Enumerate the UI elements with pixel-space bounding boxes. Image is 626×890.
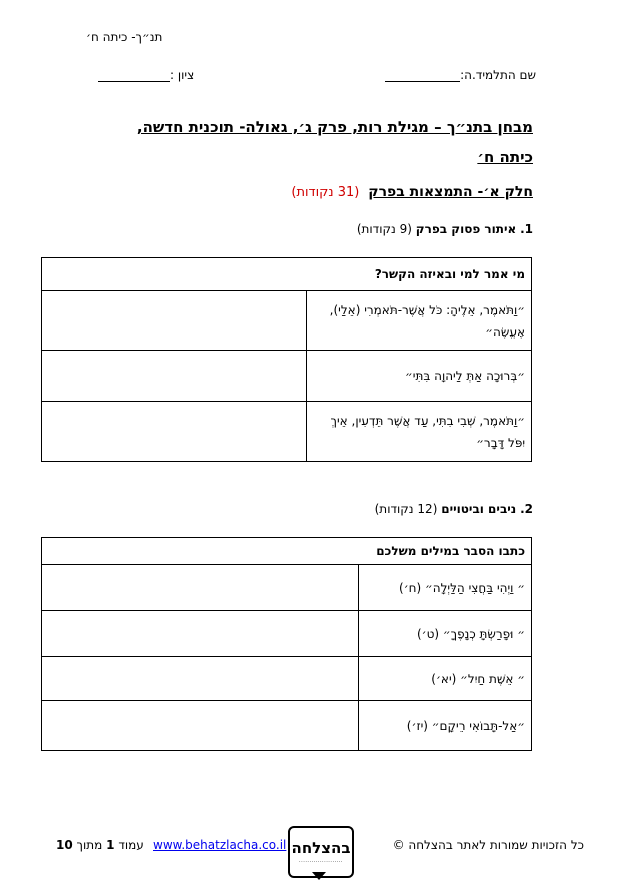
answer-cell[interactable] <box>42 657 359 701</box>
section2-table <box>41 537 532 751</box>
table-row <box>42 291 532 351</box>
section1-number: 1. <box>520 222 533 236</box>
answer-cell[interactable] <box>42 291 307 351</box>
table-row <box>42 657 532 701</box>
table-row <box>42 402 532 462</box>
section2-title: ניבים וביטויים <box>441 502 517 516</box>
grade-blank <box>98 69 170 82</box>
page-prefix: עמוד <box>118 838 144 852</box>
page-of: מתוך <box>76 838 103 852</box>
section1-table <box>41 257 532 462</box>
grade-label: ציון : <box>170 68 195 82</box>
answer-cell[interactable] <box>42 565 359 611</box>
table-row <box>42 611 532 657</box>
quote-cell: ״וַתֹּאמֶר, אֵלֶיהָ: כֹּל אֲשֶׁר-תֹּאמְרִי (אֵלַי), אֶעֱשֶׂה״ <box>307 291 532 351</box>
section2-heading <box>375 502 533 516</box>
quote-cell: ״ אֵשֶׁת חַיִל״ (יא׳) <box>359 657 532 701</box>
answer-cell[interactable] <box>42 611 359 657</box>
grade-field <box>98 68 194 82</box>
table-row <box>42 351 532 402</box>
page-title-line1: מבחן בתנ״ך – מגילת רות, פרק ג׳, גאולה- תוכנית חדשה, <box>136 118 533 136</box>
answer-cell[interactable] <box>42 351 307 402</box>
table-row <box>42 701 532 751</box>
quote-cell: ״ וַיְהִי בַּחֲצִי הַלַּיְלָה״ (ח׳) <box>359 565 532 611</box>
quote-cell: ״אַל-תָּבוֹאִי רֵיקָם״ (יז׳) <box>359 701 532 751</box>
section2-table-header: כתבו הסבר במילים משלכם <box>42 538 532 565</box>
answer-cell[interactable] <box>42 701 359 751</box>
page-number <box>56 838 144 852</box>
table-row <box>42 565 532 611</box>
logo-text: בהצלחה <box>291 839 351 857</box>
section2-points: (12 נקודות) <box>374 502 438 516</box>
page-total: 10 <box>56 838 73 852</box>
logo-tail <box>312 872 326 880</box>
section1-points: (9 נקודות) <box>356 222 412 236</box>
page-title-line2: כיתה ח׳ <box>477 148 533 166</box>
section2-number: 2. <box>520 502 533 516</box>
quote-cell: ״ וּפָרַשְׂתָּ כְנָפֶךָ״ (ט׳) <box>359 611 532 657</box>
section1-table-header: מי אמר למי ובאיזה הקשר? <box>42 258 532 291</box>
student-name-blank <box>385 69 460 82</box>
course-grade-header: תנ״ך- כיתה ח׳ <box>86 30 163 44</box>
student-name-field <box>385 68 536 82</box>
student-name-label: שם התלמיד.ה: <box>460 68 536 82</box>
logo-subtext: ····················· <box>299 859 343 865</box>
quote-cell: ״בְּרוּכָה אַתְּ לַיהוָה בִּתִּי״ <box>307 351 532 402</box>
copyright-text: כל הזכויות שמורות לאתר בהצלחה © <box>392 838 584 852</box>
site-link[interactable]: www.behatzlacha.co.il <box>153 838 287 852</box>
section1-heading <box>357 222 533 236</box>
part-a-points: (31 נקודות) <box>291 185 360 200</box>
quote-cell: ״וַתֹּאמֶר, שְׁבִי בִתִּי, עַד אֲשֶׁר תֵּדְעִין, אֵיךְ יִפֹּל דָּבָר״ <box>307 402 532 462</box>
part-a-label: חלק א׳- התמצאות בפרק <box>368 184 533 200</box>
section1-title: איתור פסוק בפרק <box>415 222 517 236</box>
answer-cell[interactable] <box>42 402 307 462</box>
page-current: 1 <box>106 838 115 852</box>
behatzlacha-logo <box>288 826 354 878</box>
part-a-heading <box>291 184 533 200</box>
